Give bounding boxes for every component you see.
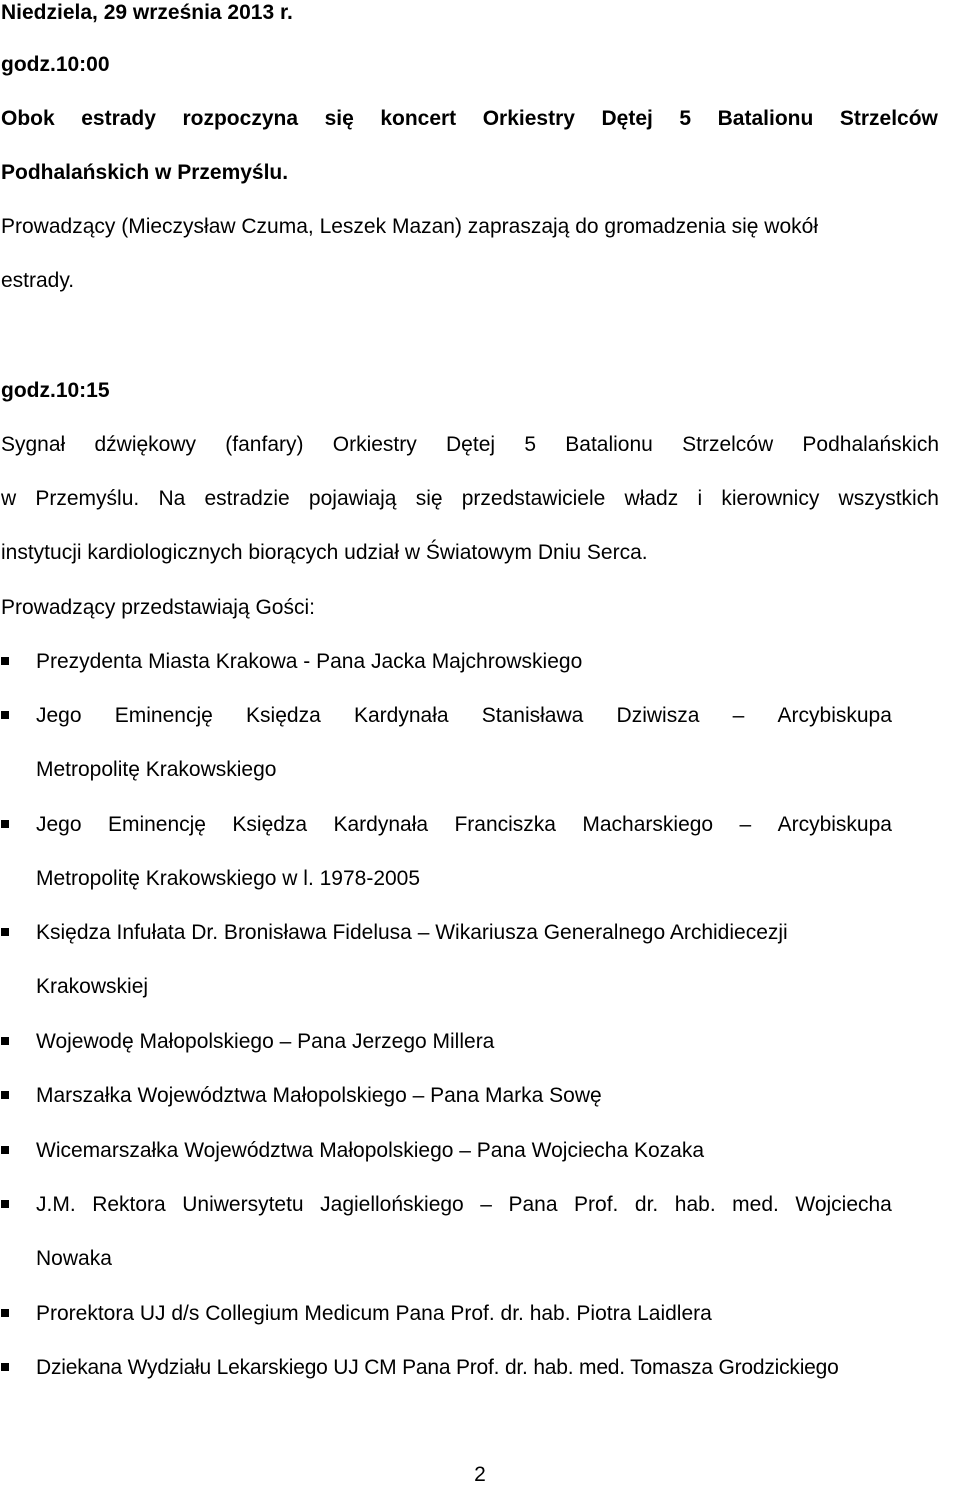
- word: –: [732, 704, 745, 727]
- word: estradzie: [204, 487, 290, 510]
- paragraph-1-line-2: Podhalańskich w Przemyślu.: [1, 161, 289, 184]
- word: Księdza: [232, 813, 308, 836]
- word: władz: [624, 487, 679, 510]
- word: Przemyślu.: [35, 487, 140, 510]
- guest-item-8-line-2: Nowaka: [36, 1247, 112, 1270]
- word: Batalionu: [717, 107, 814, 130]
- word: przedstawiciele: [461, 487, 606, 510]
- guest-item-3-line-1: [36, 812, 892, 838]
- paragraph-3-line-2: [1, 486, 939, 512]
- guest-item-7: Wicemarszałka Województwa Małopolskiego – Pana Wojciecha Kozaka: [36, 1139, 705, 1162]
- word: Arcybiskupa: [777, 704, 892, 727]
- word: Strzelców: [682, 433, 774, 456]
- word: Pana: [508, 1193, 558, 1216]
- word: dźwiękowy: [94, 433, 197, 456]
- bullet-icon: [1, 928, 9, 936]
- word: Jego: [36, 704, 82, 727]
- guest-item-8-line-1: [36, 1192, 892, 1218]
- word: Eminencję: [107, 813, 206, 836]
- word: Kardynała: [353, 704, 449, 727]
- word: Sygnał: [1, 433, 66, 456]
- word: Macharskiego: [582, 813, 714, 836]
- word: wszystkich: [838, 487, 939, 510]
- word: Wojciecha: [795, 1193, 892, 1216]
- paragraph-2-line-2: estrady.: [1, 269, 75, 292]
- guest-item-4-line-1: Księdza Infułata Dr. Bronisława Fidelusa – Wikariusza Generalnego Archidiecezji: [36, 921, 788, 944]
- guest-item-1: Prezydenta Miasta Krakowa - Pana Jacka Majchrowskiego: [36, 650, 583, 673]
- word: Na: [158, 487, 186, 510]
- guest-item-3-line-2: Metropolitę Krakowskiego w l. 1978-2005: [36, 867, 421, 890]
- word: Kardynała: [333, 813, 429, 836]
- page-number: 2: [474, 1463, 486, 1486]
- word: Arcybiskupa: [777, 813, 892, 836]
- word: rozpoczyna: [182, 107, 299, 130]
- word: i: [697, 487, 703, 510]
- word: Strzelców: [839, 107, 938, 130]
- guest-item-4-line-2: Krakowskiej: [36, 975, 149, 998]
- bullet-icon: [1, 711, 9, 719]
- word: Dętej: [446, 433, 496, 456]
- bullet-icon: [1, 1309, 9, 1317]
- bullet-icon: [1, 1091, 9, 1099]
- paragraph-3-line-3: instytucji kardiologicznych biorących udział w Światowym Dniu Serca.: [1, 541, 648, 564]
- guest-item-2-line-1: [36, 703, 892, 729]
- bullet-icon: [1, 1200, 9, 1208]
- word: 5: [524, 433, 536, 456]
- bullet-icon: [1, 1037, 9, 1045]
- word: –: [480, 1193, 492, 1216]
- word: pojawiają: [308, 487, 397, 510]
- word: med.: [732, 1193, 779, 1216]
- word: w: [1, 487, 17, 510]
- word: Podhalańskich: [802, 433, 939, 456]
- word: kierownicy: [721, 487, 820, 510]
- word: Rektora: [92, 1193, 166, 1216]
- word: estrady: [81, 107, 156, 130]
- word: Uniwersytetu: [182, 1193, 304, 1216]
- word: hab.: [674, 1193, 716, 1216]
- word: Orkiestry: [482, 107, 575, 130]
- word: Franciszka: [454, 813, 556, 836]
- word: Stanisława: [481, 704, 584, 727]
- bullet-icon: [1, 1363, 9, 1371]
- word: się: [324, 107, 354, 130]
- word: Dętej: [601, 107, 653, 130]
- word: Obok: [1, 107, 55, 130]
- word: Batalionu: [565, 433, 653, 456]
- paragraph-3-line-4: Prowadzący przedstawiają Gości:: [1, 596, 315, 619]
- paragraph-3-line-1: [1, 432, 939, 458]
- guest-item-2-line-2: Metropolitę Krakowskiego: [36, 758, 277, 781]
- word: 5: [679, 107, 692, 130]
- word: Orkiestry: [332, 433, 417, 456]
- guest-item-10: Dziekana Wydziału Lekarskiego UJ CM Pana Prof. dr. hab. med. Tomasza Grodzickiego: [36, 1356, 839, 1379]
- word: koncert: [380, 107, 457, 130]
- word: Jagiellońskiego: [320, 1193, 464, 1216]
- word: Księdza: [246, 704, 321, 727]
- guest-item-6: Marszałka Województwa Małopolskiego – Pana Marka Sowę: [36, 1084, 602, 1107]
- time-heading-1000: godz.10:00: [1, 53, 110, 76]
- bullet-icon: [1, 1146, 9, 1154]
- paragraph-2-line-1: Prowadzący (Mieczysław Czuma, Leszek Mazan) zapraszają do gromadzenia się wokół: [1, 215, 819, 238]
- guest-item-5: Wojewodę Małopolskiego – Pana Jerzego Millera: [36, 1030, 495, 1053]
- word: Prof.: [574, 1193, 619, 1216]
- word: (fanfary): [225, 433, 304, 456]
- word: Dziwisza: [616, 704, 700, 727]
- time-heading-1015: godz.10:15: [1, 379, 110, 402]
- date-heading: Niedziela, 29 września 2013 r.: [1, 1, 293, 24]
- word: J.M.: [36, 1193, 76, 1216]
- bullet-icon: [1, 820, 9, 828]
- paragraph-1-line-1: [1, 106, 938, 132]
- word: –: [739, 813, 752, 836]
- word: Eminencję: [114, 704, 213, 727]
- word: Jego: [36, 813, 82, 836]
- bullet-icon: [1, 657, 9, 665]
- word: się: [415, 487, 443, 510]
- guest-item-9: Prorektora UJ d/s Collegium Medicum Pana Prof. dr. hab. Piotra Laidlera: [36, 1302, 712, 1325]
- word: dr.: [634, 1193, 659, 1216]
